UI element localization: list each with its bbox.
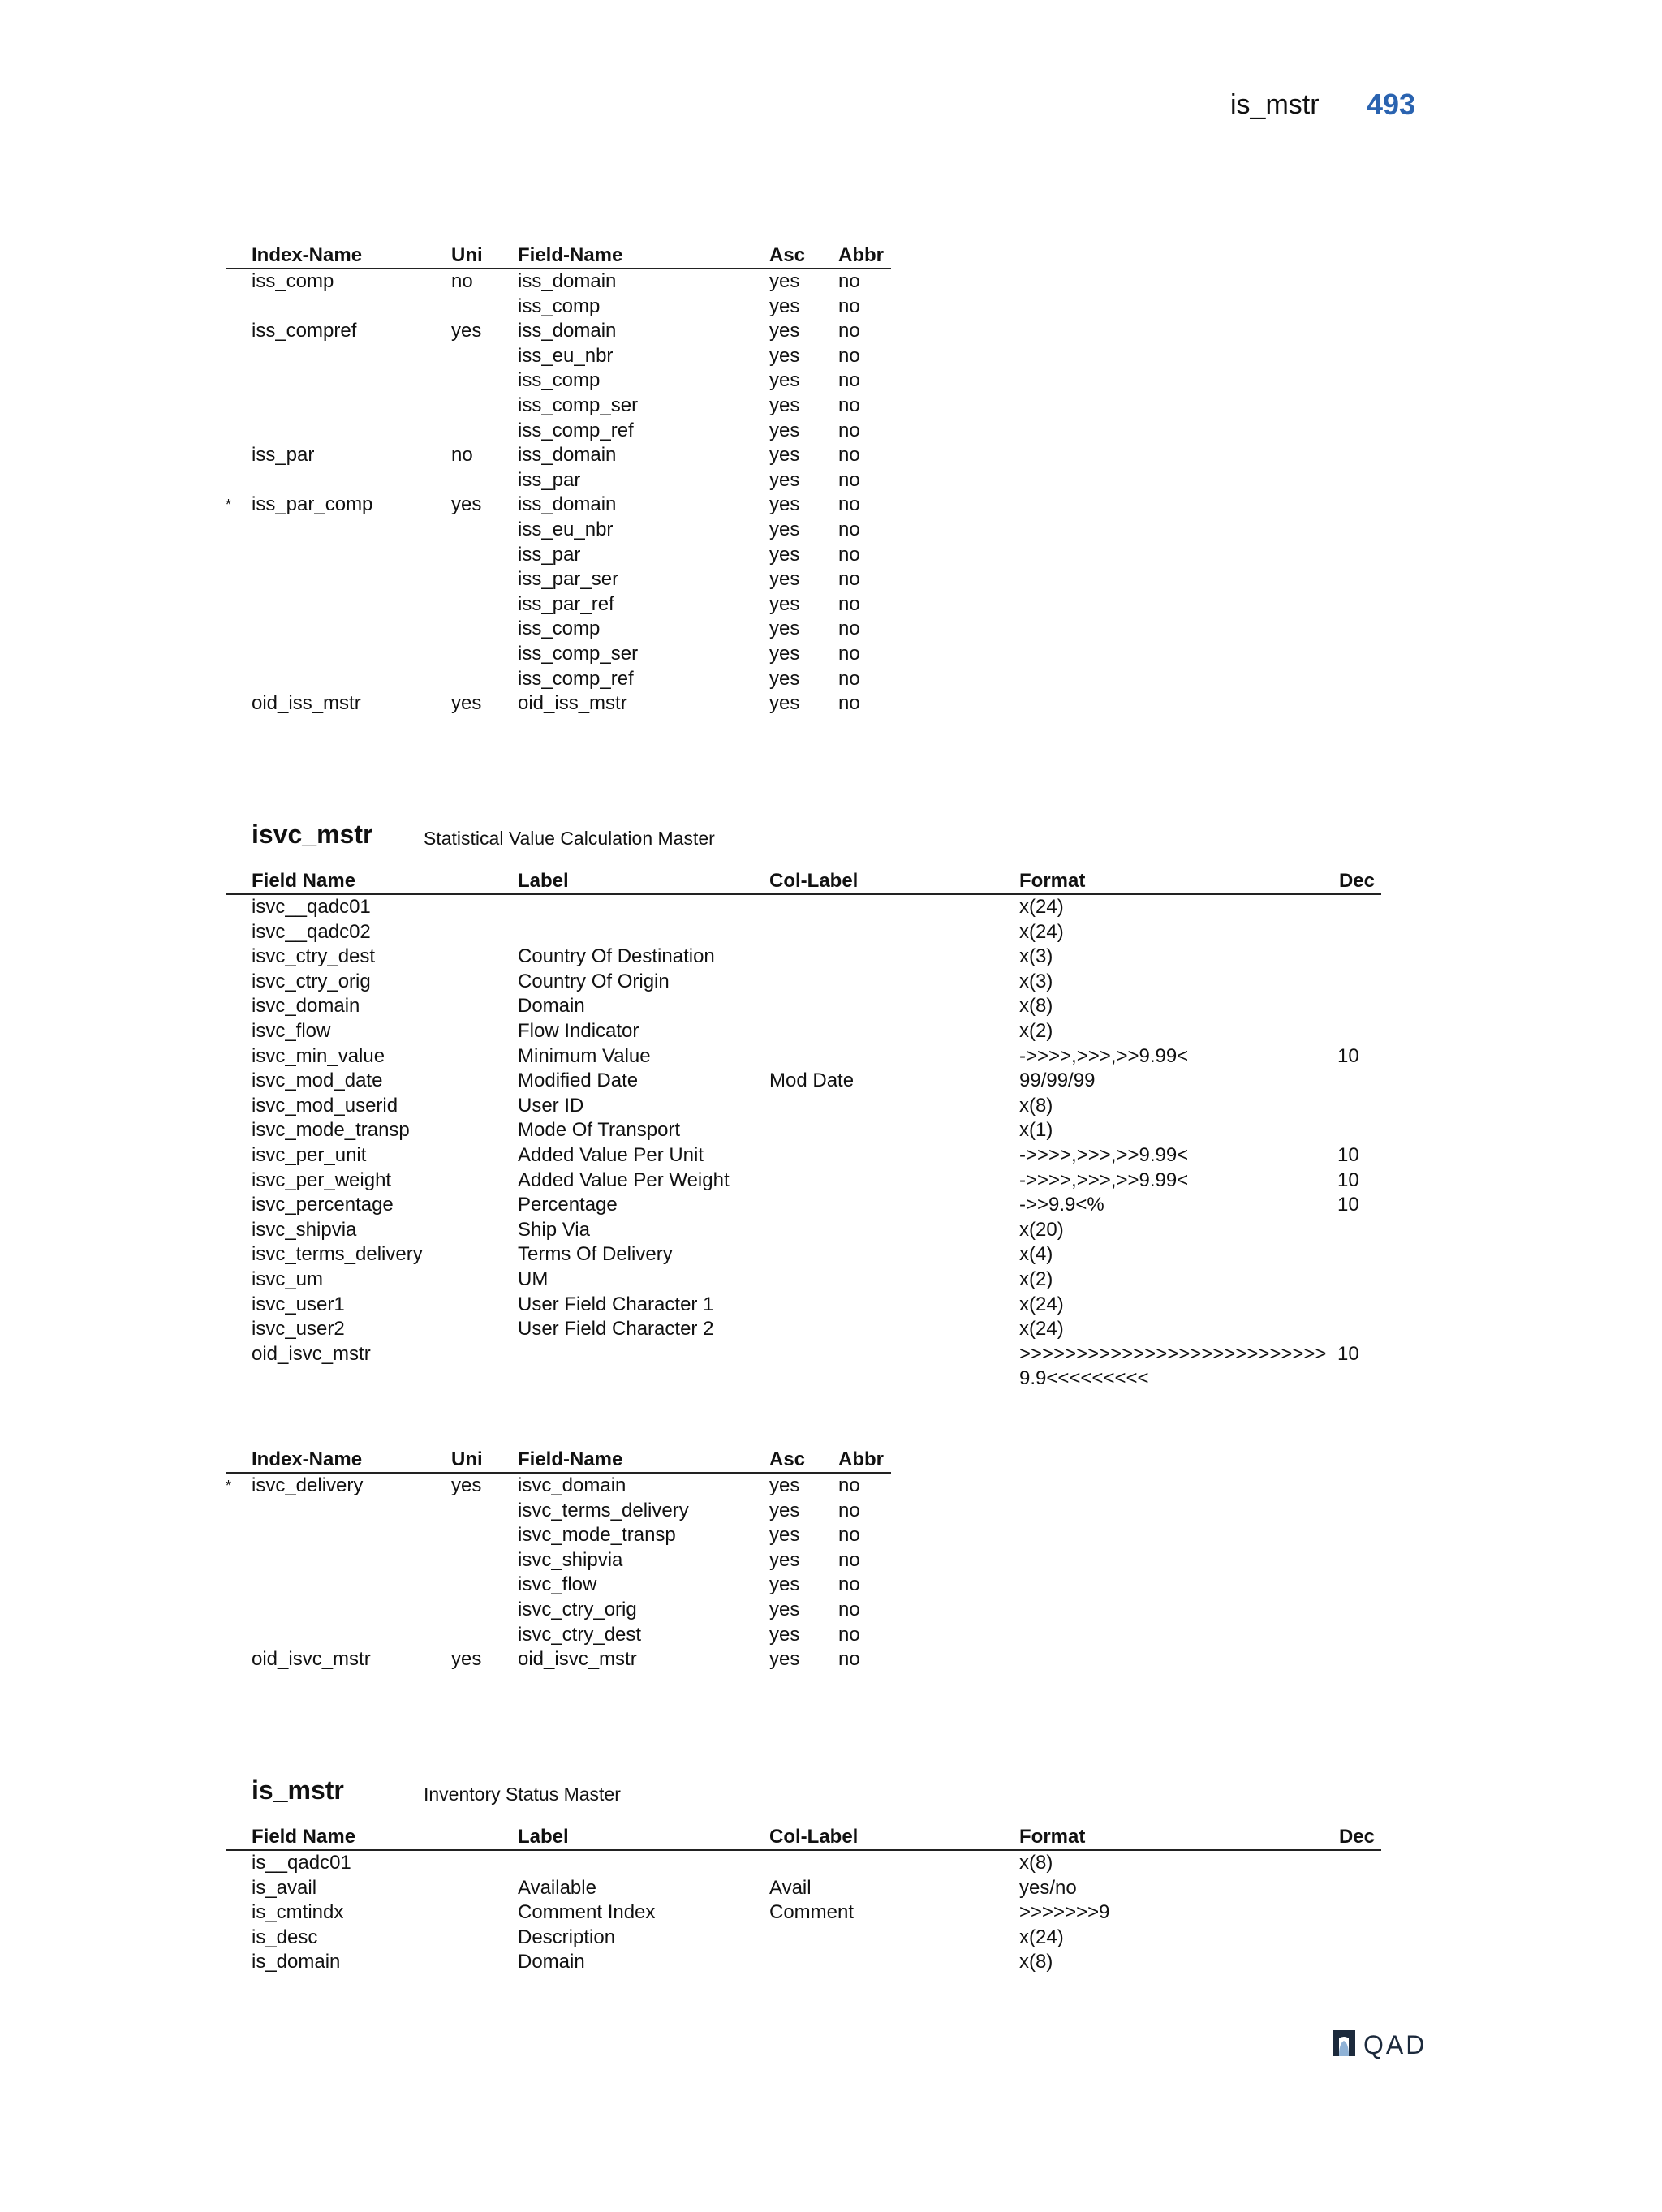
table-row [226, 1647, 891, 1672]
index-name-cell: iss_compref [252, 320, 357, 342]
col-header-field-name: Field-Name [518, 244, 623, 266]
table-row [226, 1019, 1381, 1044]
column-label-cell: Mod Date [769, 1069, 855, 1092]
column-label-cell: Comment [769, 1901, 855, 1924]
col-header-label: Label [518, 1826, 569, 1848]
index-name-cell: iss_comp [252, 270, 334, 292]
field-name-cell: isvc_mode_transp [518, 1524, 676, 1547]
is-table-title: is_mstr [252, 1775, 344, 1805]
qad-logo-text: QAD [1363, 2030, 1427, 2059]
table-row [226, 518, 891, 543]
primary-index-marker: * [226, 1478, 232, 1494]
field-name-cell: isvc_ctry_orig [252, 970, 371, 992]
table-row [226, 1900, 1381, 1926]
unique-cell: yes [451, 493, 482, 516]
ascending-cell: yes [769, 1474, 800, 1496]
format-cell: ->>>>,>>>,>>9.99< [1019, 1044, 1189, 1067]
col-header-abbr: Abbr [838, 244, 884, 266]
abbreviated-cell: no [838, 419, 860, 441]
field-name-cell: isvc_percentage [252, 1194, 394, 1216]
table-row [226, 295, 891, 320]
abbreviated-cell: no [838, 369, 860, 392]
field-name-cell: isvc_terms_delivery [252, 1243, 423, 1266]
ascending-cell: yes [769, 344, 800, 367]
format-cell: x(8) [1019, 1094, 1053, 1117]
index-name-cell: iss_par [252, 444, 315, 467]
field-name-cell: iss_domain [518, 493, 617, 516]
ascending-cell: yes [769, 592, 800, 615]
abbreviated-cell: no [838, 543, 860, 566]
label-cell: Flow Indicator [518, 1019, 639, 1042]
ascending-cell: yes [769, 1524, 800, 1547]
table-row [226, 543, 891, 568]
field-name-cell: isvc_per_weight [252, 1168, 392, 1191]
unique-cell: no [451, 444, 473, 467]
col-header-asc: Asc [769, 1448, 806, 1470]
field-name-cell: iss_par_ref [518, 592, 614, 615]
label-cell: Minimum Value [518, 1044, 651, 1067]
field-name-cell: isvc_shipvia [518, 1548, 623, 1571]
ascending-cell: yes [769, 295, 800, 317]
label-cell: Modified Date [518, 1069, 639, 1092]
col-header-col-label: Col-Label [769, 1826, 859, 1848]
table-row [226, 1499, 891, 1524]
unique-cell: no [451, 270, 473, 292]
format-cell: ->>9.9<% [1019, 1194, 1104, 1216]
abbreviated-cell: no [838, 1573, 860, 1596]
abbreviated-cell: no [838, 468, 860, 491]
col-header-uni: Uni [451, 244, 483, 266]
field-name-cell: isvc_um [252, 1267, 324, 1290]
table-row [226, 1474, 891, 1499]
abbreviated-cell: no [838, 320, 860, 342]
field-name-cell: isvc_flow [518, 1573, 597, 1596]
ascending-cell: yes [769, 1648, 800, 1671]
format-cell: x(1) [1019, 1119, 1053, 1142]
ascending-cell: yes [769, 1573, 800, 1596]
field-name-cell: oid_isvc_mstr [518, 1648, 637, 1671]
qad-logo [1328, 2027, 1449, 2059]
qad-logo-mark [1328, 2027, 1449, 2059]
field-name-cell: iss_par [518, 468, 581, 491]
table-row [226, 895, 1381, 920]
field-name-cell: iss_comp_ref [518, 419, 634, 441]
table-row [226, 1950, 1381, 1975]
ascending-cell: yes [769, 568, 800, 591]
field-name-cell: is_desc [252, 1926, 318, 1948]
field-name-cell: iss_comp_ser [518, 394, 639, 416]
ascending-cell: yes [769, 270, 800, 292]
table-row [226, 1548, 891, 1573]
field-name-cell: isvc_domain [518, 1474, 626, 1496]
col-header-label: Label [518, 870, 569, 892]
col-header-field-name: Field-Name [518, 1448, 623, 1470]
column-label-cell: Avail [769, 1876, 812, 1899]
field-name-cell: iss_comp [518, 369, 601, 392]
field-name-cell: isvc_user1 [252, 1293, 345, 1315]
ascending-cell: yes [769, 667, 800, 690]
field-name-cell: is_domain [252, 1951, 341, 1973]
abbreviated-cell: no [838, 642, 860, 665]
index-name-cell: oid_iss_mstr [252, 692, 361, 715]
field-name-cell: isvc_terms_delivery [518, 1499, 689, 1521]
abbreviated-cell: no [838, 1474, 860, 1496]
table-row [226, 1293, 1381, 1318]
ascending-cell: yes [769, 1623, 800, 1646]
format-cell: >>>>>>>9 [1019, 1901, 1110, 1924]
field-name-cell: isvc_mode_transp [252, 1119, 410, 1142]
isvc-table-description: Statistical Value Calculation Master [424, 828, 715, 849]
field-name-cell: isvc_mod_date [252, 1069, 383, 1092]
isvc-index-table [226, 1448, 891, 1672]
table-row [226, 617, 891, 642]
ascending-cell: yes [769, 1499, 800, 1521]
table-row [226, 1623, 891, 1648]
field-name-cell: iss_comp_ser [518, 642, 639, 665]
label-cell: Country Of Destination [518, 945, 715, 968]
field-header-row [226, 1825, 1381, 1851]
field-name-cell: iss_eu_nbr [518, 344, 614, 367]
abbreviated-cell: no [838, 344, 860, 367]
ascending-cell: yes [769, 618, 800, 640]
ascending-cell: yes [769, 543, 800, 566]
decimals-cell: 10 [1337, 1194, 1359, 1216]
field-name-cell: iss_par_ser [518, 568, 619, 591]
field-name-cell: isvc__qadc01 [252, 896, 371, 918]
field-name-cell: iss_eu_nbr [518, 518, 614, 540]
format-cell: x(24) [1019, 1293, 1064, 1315]
abbreviated-cell: no [838, 618, 860, 640]
decimals-cell: 10 [1337, 1168, 1359, 1191]
unique-cell: yes [451, 1474, 482, 1496]
field-name-cell: isvc_ctry_dest [518, 1623, 642, 1646]
format-cell: x(3) [1019, 970, 1053, 992]
abbreviated-cell: no [838, 692, 860, 715]
is-field-body [226, 1851, 1381, 1975]
col-header-field-name: Field Name [252, 870, 356, 892]
ascending-cell: yes [769, 468, 800, 491]
col-header-field-name: Field Name [252, 1826, 356, 1848]
index-name-cell: oid_isvc_mstr [252, 1648, 371, 1671]
label-cell: Terms Of Delivery [518, 1243, 673, 1266]
field-name-cell: iss_comp_ref [518, 667, 634, 690]
label-cell: User Field Character 1 [518, 1293, 714, 1315]
field-name-cell: iss_domain [518, 320, 617, 342]
table-row [226, 642, 891, 667]
format-cell: x(24) [1019, 1318, 1064, 1341]
format-cell: x(4) [1019, 1243, 1053, 1266]
label-cell: Percentage [518, 1194, 618, 1216]
format-cell: x(24) [1019, 1926, 1064, 1948]
field-name-cell: isvc_mod_userid [252, 1094, 398, 1117]
table-row [226, 1143, 1381, 1168]
ascending-cell: yes [769, 1548, 800, 1571]
format-cell: x(2) [1019, 1267, 1053, 1290]
label-cell: Ship Via [518, 1218, 590, 1241]
abbreviated-cell: no [838, 295, 860, 317]
ascending-cell: yes [769, 320, 800, 342]
table-row [226, 667, 891, 692]
format-cell: x(2) [1019, 1019, 1053, 1042]
unique-cell: yes [451, 692, 482, 715]
field-name-cell: iss_domain [518, 270, 617, 292]
table-row [226, 970, 1381, 995]
field-name-cell: isvc_per_unit [252, 1143, 367, 1166]
is-field-table [226, 1825, 1381, 1975]
table-row [226, 1242, 1381, 1267]
field-name-cell: isvc_ctry_dest [252, 945, 376, 968]
col-header-format: Format [1019, 1826, 1086, 1848]
abbreviated-cell: no [838, 1499, 860, 1521]
format-cell: ->>>>,>>>,>>9.99< [1019, 1168, 1189, 1191]
abbreviated-cell: no [838, 270, 860, 292]
field-name-cell: isvc_ctry_orig [518, 1598, 637, 1620]
abbreviated-cell: no [838, 394, 860, 416]
ascending-cell: yes [769, 518, 800, 540]
table-row [226, 691, 891, 717]
label-cell: Added Value Per Unit [518, 1143, 704, 1166]
index-header-row [226, 1448, 891, 1474]
field-name-cell: isvc_user2 [252, 1318, 345, 1341]
field-name-cell: iss_domain [518, 444, 617, 467]
page-number: 493 [1367, 88, 1416, 121]
field-name-cell: is_avail [252, 1876, 317, 1899]
table-row [226, 1218, 1381, 1243]
format-cell: x(3) [1019, 945, 1053, 968]
table-row [226, 1317, 1381, 1342]
label-cell: Country Of Origin [518, 970, 670, 992]
label-cell: Mode Of Transport [518, 1119, 681, 1142]
abbreviated-cell: no [838, 1648, 860, 1671]
abbreviated-cell: no [838, 444, 860, 467]
primary-index-marker: * [226, 497, 232, 514]
label-cell: Domain [518, 995, 585, 1018]
table-row [226, 344, 891, 369]
table-row [226, 945, 1381, 970]
field-name-cell: iss_comp [518, 295, 601, 317]
table-row [226, 468, 891, 493]
is-table-description: Inventory Status Master [424, 1784, 621, 1805]
iss-index-table [226, 243, 891, 717]
table-row [226, 394, 891, 419]
ascending-cell: yes [769, 692, 800, 715]
isvc-table-title: isvc_mstr [252, 820, 373, 849]
field-name-cell: is__qadc01 [252, 1852, 351, 1874]
decimals-cell: 10 [1337, 1044, 1359, 1067]
ascending-cell: yes [769, 394, 800, 416]
table-row [226, 1876, 1381, 1901]
table-row [226, 1094, 1381, 1119]
field-name-cell: iss_par [518, 543, 581, 566]
decimals-cell: 10 [1337, 1143, 1359, 1166]
field-name-cell: isvc_min_value [252, 1044, 385, 1067]
table-row [226, 319, 891, 344]
label-cell: Description [518, 1926, 616, 1948]
table-row [226, 1926, 1381, 1951]
table-row [226, 1069, 1381, 1094]
format-cell: yes/no [1019, 1876, 1077, 1899]
abbreviated-cell: no [838, 1524, 860, 1547]
field-name-cell: oid_isvc_mstr [252, 1342, 371, 1365]
format-cell: x(24) [1019, 920, 1064, 943]
table-row [226, 994, 1381, 1019]
label-cell: User ID [518, 1094, 584, 1117]
abbreviated-cell: no [838, 493, 860, 516]
table-row [226, 592, 891, 618]
format-cell: x(20) [1019, 1218, 1064, 1241]
label-cell: Available [518, 1876, 596, 1899]
index-name-cell: isvc_delivery [252, 1474, 364, 1496]
ascending-cell: yes [769, 493, 800, 516]
format-cell: x(8) [1019, 995, 1053, 1018]
table-row [226, 1118, 1381, 1143]
col-header-dec: Dec [1338, 870, 1375, 892]
table-row [226, 920, 1381, 945]
table-row [226, 493, 891, 518]
table-row [226, 1168, 1381, 1194]
abbreviated-cell: no [838, 1598, 860, 1620]
col-header-asc: Asc [769, 244, 806, 266]
iss-index-body [226, 269, 891, 717]
ascending-cell: yes [769, 369, 800, 392]
col-header-index-name: Index-Name [252, 1448, 363, 1470]
label-cell: UM [518, 1267, 549, 1290]
table-row [226, 1523, 891, 1548]
field-name-cell: isvc_shipvia [252, 1218, 357, 1241]
field-name-cell: isvc_domain [252, 995, 360, 1018]
label-cell: User Field Character 2 [518, 1318, 714, 1341]
format-cell: x(24) [1019, 896, 1064, 918]
page-header-table-name: is_mstr [1230, 89, 1320, 120]
abbreviated-cell: no [838, 1548, 860, 1571]
isvc-field-body [226, 895, 1381, 1392]
format-cell: x(8) [1019, 1951, 1053, 1973]
abbreviated-cell: no [838, 1623, 860, 1646]
table-row [226, 1193, 1381, 1218]
format-cell: ->>>>,>>>,>>9.99< [1019, 1143, 1189, 1166]
unique-cell: yes [451, 1648, 482, 1671]
table-row [226, 567, 891, 592]
unique-cell: yes [451, 320, 482, 342]
table-row [226, 269, 891, 295]
index-name-cell: iss_par_comp [252, 493, 373, 516]
abbreviated-cell: no [838, 518, 860, 540]
abbreviated-cell: no [838, 592, 860, 615]
table-row [226, 368, 891, 394]
ascending-cell: yes [769, 419, 800, 441]
col-header-index-name: Index-Name [252, 244, 363, 266]
table-row [226, 1851, 1381, 1876]
ascending-cell: yes [769, 642, 800, 665]
isvc-field-table [226, 869, 1381, 1392]
table-row [226, 1044, 1381, 1069]
table-row [226, 419, 891, 444]
table-row [226, 1267, 1381, 1293]
abbreviated-cell: no [838, 568, 860, 591]
decimals-cell: 10 [1337, 1342, 1359, 1365]
format-cell: x(8) [1019, 1852, 1053, 1874]
col-header-col-label: Col-Label [769, 870, 859, 892]
table-row [226, 1598, 891, 1623]
col-header-abbr: Abbr [838, 1448, 884, 1470]
field-name-cell: is_cmtindx [252, 1901, 344, 1924]
table-row [226, 1342, 1381, 1392]
field-name-cell: oid_iss_mstr [518, 692, 627, 715]
abbreviated-cell: no [838, 667, 860, 690]
field-name-cell: isvc_flow [252, 1019, 331, 1042]
field-header-row [226, 869, 1381, 895]
label-cell: Comment Index [518, 1901, 656, 1924]
ascending-cell: yes [769, 444, 800, 467]
table-row [226, 443, 891, 468]
field-name-cell: isvc__qadc02 [252, 920, 371, 943]
isvc-index-body [226, 1474, 891, 1672]
label-cell: Domain [518, 1951, 585, 1973]
table-row [226, 1573, 891, 1598]
index-header-row [226, 243, 891, 269]
col-header-format: Format [1019, 870, 1086, 892]
format-cell: 99/99/99 [1019, 1069, 1096, 1092]
ascending-cell: yes [769, 1598, 800, 1620]
field-name-cell: iss_comp [518, 618, 601, 640]
col-header-uni: Uni [451, 1448, 483, 1470]
label-cell: Added Value Per Weight [518, 1168, 730, 1191]
format-cell: >>>>>>>>>>>>>>>>>>>>>>>>>>>9.9<<<<<<<<< [1019, 1342, 1327, 1390]
col-header-dec: Dec [1338, 1826, 1375, 1848]
